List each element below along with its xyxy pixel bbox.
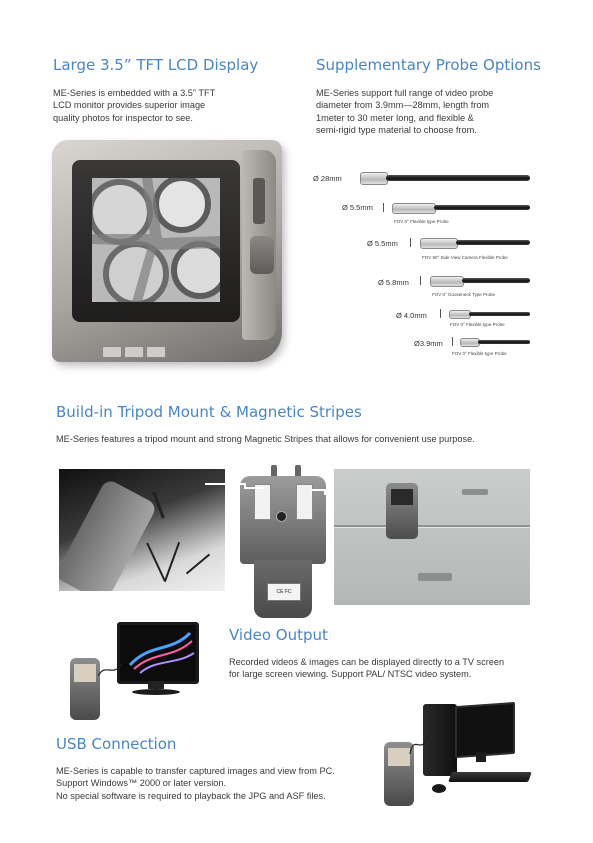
probe-5-tip: [449, 310, 471, 319]
usb-line-3: No special software is required to playback the JPG and ASF files.: [56, 790, 326, 801]
handheld-device-screen: [74, 664, 96, 682]
usb-cable: [408, 730, 430, 760]
tripod-leg-2: [164, 542, 180, 582]
tv-monitor: [117, 622, 199, 684]
lcd-description: [53, 87, 215, 124]
cabinet-drawer-2: [334, 527, 530, 605]
probe-6-caption: FOV 0° Flexible type Probe: [452, 351, 507, 356]
probe-3-caption: FOV 90° Side View Camera Flexible Probe: [422, 255, 508, 260]
probe-description: [316, 87, 493, 137]
probe-3-tip: [420, 238, 458, 249]
tripod-mount-photo: [59, 469, 225, 591]
probe-line-4: semi-rigid type material to choose from.: [316, 125, 477, 136]
device-on-cabinet-screen: [391, 489, 413, 505]
usb-description: [56, 765, 335, 802]
probe-5-marker: [440, 309, 441, 318]
pc-keyboard: [448, 772, 532, 782]
video-output-description: [229, 656, 504, 681]
lcd-front-button-2: [124, 346, 144, 358]
tv-stand-base: [132, 689, 180, 695]
probe-6-marker: [452, 337, 453, 346]
cabinet-drawer-1: [334, 469, 530, 527]
cabinet-handle-2: [418, 573, 452, 581]
probe-5-diameter: Ø 4.0mm: [396, 311, 427, 320]
usb-handheld-device-screen: [388, 748, 410, 766]
video-line-1: Recorded videos & images can be displayed directly to a TV screen: [229, 657, 505, 667]
side-strap-mount: [250, 236, 274, 274]
tripod-heading: Build-in Tripod Mount & Magnetic Stripes: [56, 403, 362, 421]
lcd-line-3: quality photos for inspector to see.: [53, 112, 193, 123]
probe-1-diameter: Ø 28mm: [313, 174, 342, 183]
tv-stand-neck: [148, 681, 164, 689]
pc-monitor: [455, 702, 515, 758]
probe-6-diameter: Ø3.9mm: [414, 339, 443, 348]
probe-2-marker: [383, 203, 384, 212]
probe-line-1: ME-Series support full range of video probe: [316, 88, 494, 98]
probe-3-cable: [456, 240, 530, 245]
usb-heading: USB Connection: [56, 735, 177, 753]
device-on-tripod: [59, 478, 158, 591]
probe-4-cable: [462, 278, 530, 283]
probe-4-marker: [420, 276, 421, 285]
cabinet-photo: [334, 469, 530, 605]
probe-2-diameter: Ø 5.5mm: [342, 203, 373, 212]
engine-block-image: [92, 178, 220, 302]
probe-2-tip: [392, 203, 436, 214]
video-line-2: for large screen viewing. Support PAL/ NTSC video system.: [229, 669, 472, 680]
ce-fc-label: CE FC: [267, 583, 301, 601]
probe-4-tip: [430, 276, 464, 287]
lcd-front-button-1: [102, 346, 122, 358]
probe-6-cable: [478, 340, 530, 344]
probe-4-diameter: Ø 5.8mm: [378, 278, 409, 287]
probe-line-2: diameter from 3.9mm—28mm, length from: [316, 100, 490, 111]
probe-2-caption: FOV 0° Flexible type Probe: [394, 219, 449, 224]
probe-line-3: 1meter to 30 meter long, and flexible &: [316, 112, 474, 123]
probe-5-cable: [469, 312, 530, 316]
probe-4-caption: FOV 0° Gooseneck Type Probe: [432, 292, 495, 297]
usb-line-1: ME-Series is capable to transfer captured images and view from PC.: [56, 766, 335, 776]
av-cable: [98, 660, 122, 680]
pc-mouse: [432, 784, 446, 793]
usb-line-2: Support Windows™ 2000 or later version.: [56, 778, 227, 789]
tv-screen-graphic: [120, 625, 196, 681]
sd-card-slot: [253, 178, 265, 224]
probe-2-cable: [434, 205, 530, 210]
probe-3-diameter: Ø 5.5mm: [367, 239, 398, 248]
lcd-line-1: ME-Series is embedded with a 3.5” TFT: [53, 88, 216, 98]
probe-1-tip: [360, 172, 388, 185]
probe-3-marker: [410, 238, 411, 247]
probe-1-cable: [386, 175, 530, 181]
lcd-line-2: LCD monitor provides superior image: [53, 100, 206, 111]
probe-heading: Supplementary Probe Options: [316, 56, 541, 74]
pc-monitor-stand: [476, 752, 486, 762]
lcd-screen: [92, 178, 220, 302]
probe-5-caption: FOV 0° Flexible type Probe: [450, 322, 505, 327]
tripod-leg-1: [146, 543, 166, 582]
video-output-heading: Video Output: [229, 626, 328, 644]
cabinet-handle-1: [462, 489, 488, 495]
lcd-heading: Large 3.5” TFT LCD Display: [53, 56, 259, 74]
tripod-description: ME-Series features a tripod mount and strong Magnetic Stripes that allows for convenient use purpose.: [56, 434, 475, 444]
lcd-front-button-3: [146, 346, 166, 358]
probe-6-tip: [460, 338, 480, 347]
tripod-leg-3: [186, 554, 210, 575]
